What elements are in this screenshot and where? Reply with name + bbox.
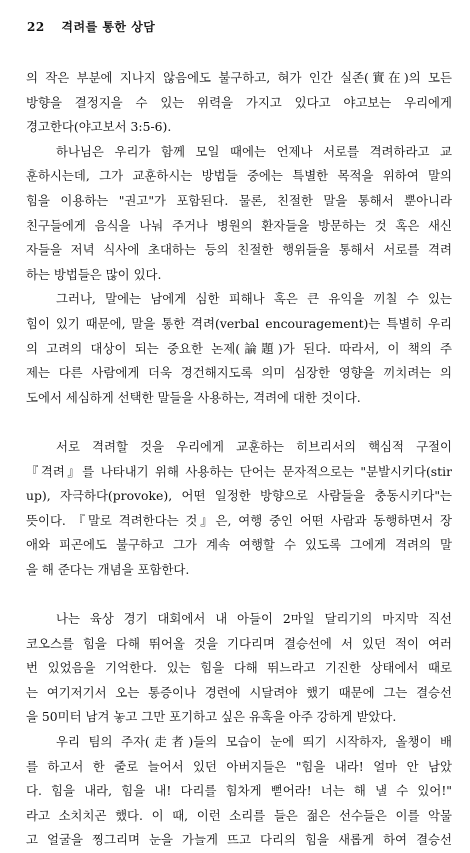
text-line: 을 해 준다는 개념을 포함한다. (26, 561, 190, 577)
body-text (26, 66, 452, 853)
page-number: 22 (27, 20, 45, 34)
text-line: 고 얼굴을 찡그리며 눈을 가늘게 뜨고 다리의 힘을 새롭게 하여 결승선 (26, 832, 452, 848)
text-line: 다. 힘을 내라, 힘을 내! 다리를 힘차게 뻗어라! 너는 해 낼 수 있어!" (26, 783, 452, 799)
text-line: 친구들에게 음식을 나눠 주거나 병원의 환자들을 방문하는 것 혹은 새신 (26, 217, 452, 233)
text-line: 을 50미터 남겨 놓고 그만 포기하고 싶은 유혹을 아주 강하게 받았다. (26, 709, 397, 725)
text-line: 제는 다른 사람에게 더욱 경건해지도록 의미 심장한 영향을 끼치려는 의 (26, 365, 452, 381)
text-line: 자들을 저녁 식사에 초대하는 등의 친절한 행위들을 통해서 서로를 격려 (26, 242, 452, 258)
text-line: 하는 방법들은 많이 있다. (26, 266, 162, 282)
text-line: 뜻이다. 『말로 격려한다는 것』은, 여행 중인 어떤 사람과 동행하면서 장 (26, 512, 452, 528)
text-line: 의 고려의 대상이 되는 중요한 논제(論題)가 된다. 따라서, 이 책의 주 (26, 340, 452, 356)
text-line: 서로 격려할 것을 우리에게 교훈하는 히브리서의 핵심적 구절이 (56, 438, 452, 454)
text-line: 우리 팀의 주자(走者)들의 모습이 눈에 띄기 시작하자, 올챙이 배 (56, 734, 452, 750)
running-header (27, 18, 155, 35)
text-line: 나는 육상 경기 대회에서 내 아들이 2마일 달리기의 마지막 직선 (56, 611, 452, 627)
text-line: 방향을 결정지을 수 있는 위력을 가지고 있다고 야고보는 우리에게 (26, 94, 452, 110)
chapter-title: 격려를 통한 상담 (61, 20, 156, 34)
text-line: 경고한다(야고보서 3:5-6). (26, 119, 172, 135)
text-line: 하나님은 우리가 함께 모일 때에는 언제나 서로를 격려하라고 교 (56, 143, 452, 159)
text-line: up), 자극하다(provoke), 어떤 일정한 방향으로 사람들을 충동시키다"는 (26, 488, 452, 504)
text-line: 번 있었음을 기억한다. 있는 힘을 다해 뛰느라고 기진한 상태에서 때로 (26, 660, 452, 676)
paragraph-gap (26, 410, 452, 435)
text-line: 코오스를 힘을 다해 뛰어올 것을 기다리며 결승선에 서 있던 적이 여러 (26, 635, 452, 651)
text-line: 라고 소치치곤 했다. 이 때, 이런 소리를 들은 젊은 선수들은 이를 악물 (26, 807, 452, 823)
text-line: 『격려』를 나타내기 위해 사용하는 단어는 문자적으로는 "분발시키다(stir (26, 463, 452, 479)
text-line: 힘을 이용하는 "권고"가 포함된다. 물론, 친절한 말을 통해서 뿐아니라 (26, 192, 452, 208)
text-line: 를 하고서 한 줄로 늘어서 있던 아버지들은 "힘을 내라! 얼마 안 남았 (26, 758, 452, 774)
text-line: 훈하시는데, 그가 교훈하시는 방법들 중에는 특별한 목적을 위하여 말의 (26, 168, 452, 184)
text-line: 도에서 세심하게 선택한 말들을 사용하는, 격려에 대한 것이다. (26, 389, 361, 405)
paragraph-gap (26, 582, 452, 607)
text-line: 는 여기저기서 오는 통증이나 경련에 시달려야 했기 때문에 그는 결승선 (26, 684, 452, 700)
text-line: 애와 피곤에도 불구하고 그가 계속 여행할 수 있도록 그에게 격려의 말 (26, 537, 452, 553)
text-line: 의 작은 부분에 지나지 않음에도 불구하고, 혀가 인간 실존(實在)의 모든 (26, 70, 452, 85)
text-line: 힘이 있기 때문에, 말을 통한 격려(verbal encouragement)는 특별히 우리 (26, 315, 452, 331)
text-line: 그러나, 말에는 남에게 심한 피해나 혹은 큰 유익을 끼칠 수 있는 (56, 291, 452, 307)
